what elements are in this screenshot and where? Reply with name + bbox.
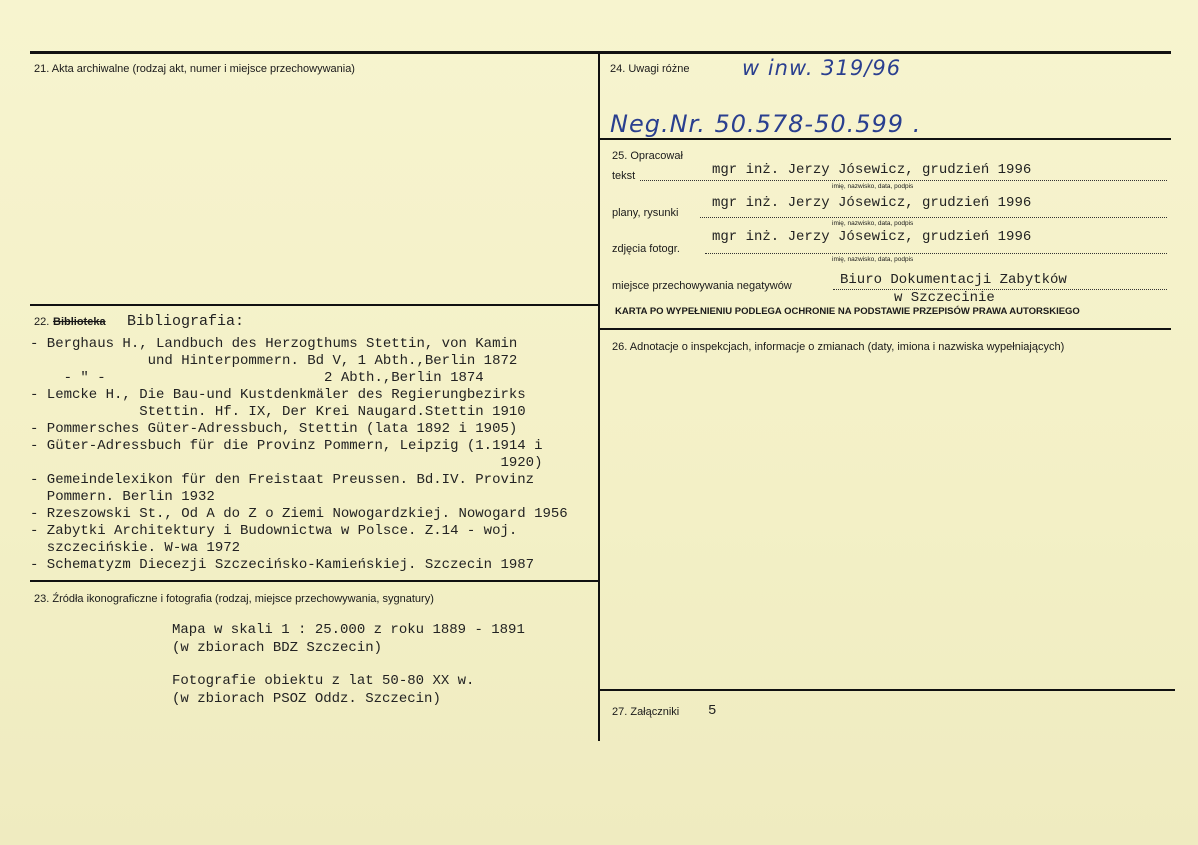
negatives-value-2: w Szczecinie: [894, 290, 995, 306]
list-item: - Pommersches Güter-Adressbuch, Stettin (lata 1892 i 1905): [30, 421, 518, 437]
plans-row-value: mgr inż. Jerzy Jósewicz, grudzień 1996: [712, 195, 1032, 211]
sec22-bottom: [30, 580, 598, 582]
list-item: - Schematyzm Diecezji Szczecińsko-Kamieńskiej. Szczecin 1987: [30, 557, 535, 573]
list-item: - Güter-Adressbuch für die Provinz Pommern, Leipzig (1.1914 i: [30, 438, 543, 454]
negatives-label: miejsce przechowywania negatywów: [612, 280, 792, 292]
list-item: - Gemeindelexikon für den Freistaat Preussen. Bd.IV. Provinz: [30, 472, 535, 488]
text-row-value: mgr inż. Jerzy Jósewicz, grudzień 1996: [712, 162, 1032, 178]
sec27-label: 27. Załączniki: [612, 706, 680, 718]
list-item: - Rzeszowski St., Od A do Z o Ziemi Nowogardzkiej. Nowogard 1956: [30, 506, 568, 522]
map-source-location: (w zbiorach BDZ Szczecin): [172, 640, 383, 656]
photos-row-line: [705, 253, 1167, 254]
negative-numbers-note: Neg.Nr. 50.578-50.599 .: [610, 110, 922, 138]
sec25-label: 25. Opracował: [612, 150, 683, 162]
negatives-value-1: Biuro Dokumentacji Zabytków: [840, 272, 1067, 288]
list-item: szczecińskie. W-wa 1972: [30, 540, 241, 556]
photos-row-caption: imię, nazwisko, data, podpis: [832, 256, 914, 263]
bibliography-list: [30, 336, 600, 574]
copyright-notice: KARTA PO WYPEŁNIENIU PODLEGA OCHRONIE NA PODSTAWIE PRZEPISÓW PRAWA AUTORSKIEGO: [615, 306, 1080, 317]
text-row-line: [640, 180, 1167, 181]
attachments-count: 5: [708, 703, 717, 719]
list-item: Pommern. Berlin 1932: [30, 489, 215, 505]
sec21-bottom: [30, 304, 598, 306]
text-row-label: tekst: [612, 170, 636, 182]
photo-source: Fotografie obiektu z lat 50-80 XX w.: [172, 673, 475, 689]
sec22-label: 22.: [34, 316, 50, 328]
sec21-label: 21. Akta archiwalne (rodzaj akt, numer i miejsce przechowywania): [34, 63, 355, 75]
list-item: - Berghaus H., Landbuch des Herzogthums Stettin, von Kamin: [30, 336, 518, 352]
sec26-label: 26. Adnotacje o inspekcjach, informacje o zmianach (daty, imiona i nazwiska wypełniających): [612, 341, 1065, 353]
plans-row-line: [700, 217, 1167, 218]
bibliography-title: Bibliografia:: [127, 313, 245, 330]
struck-library-label: Bibliotekа: [53, 316, 106, 328]
sec26-bottom: [600, 689, 1175, 691]
list-item: Stettin. Hf. IX, Der Krei Naugard.Stettin 1910: [30, 404, 526, 420]
list-item: - Lemcke H., Die Bau-und Kustdenkmäler des Regierungbezirks: [30, 387, 526, 403]
sec24-bottom: [600, 138, 1171, 140]
sec25-bottom: [600, 328, 1171, 330]
photos-row-label: zdjęcia fotogr.: [612, 243, 680, 255]
photo-source-location: (w zbiorach PSOZ Oddz. Szczecin): [172, 691, 441, 707]
list-item: und Hinterpommern. Bd V, 1 Abth.,Berlin 1872: [30, 353, 518, 369]
list-item: - " - 2 Abth.,Berlin 1874: [30, 370, 484, 386]
sec23-label: 23. Źródła ikonograficzne i fotografia (rodzaj, miejsce przechowywania, sygnatury): [34, 593, 434, 605]
list-item: 1920): [30, 455, 543, 471]
negatives-line: [833, 289, 1167, 290]
sec24-label: 24. Uwagi różne: [610, 63, 690, 75]
inventory-note: w inw. 319/96: [742, 56, 902, 80]
list-item: - Zabytki Architektury i Budownictwa w Polsce. Z.14 - woj.: [30, 523, 518, 539]
map-source: Mapa w skali 1 : 25.000 z roku 1889 - 1891: [172, 622, 525, 638]
top-border: [30, 51, 1171, 54]
text-row-caption: imię, nazwisko, data, podpis: [832, 183, 914, 190]
plans-row-label: plany, rysunki: [612, 207, 679, 219]
photos-row-value: mgr inż. Jerzy Jósewicz, grudzień 1996: [712, 229, 1032, 245]
plans-row-caption: imię, nazwisko, data, podpis: [832, 220, 914, 227]
